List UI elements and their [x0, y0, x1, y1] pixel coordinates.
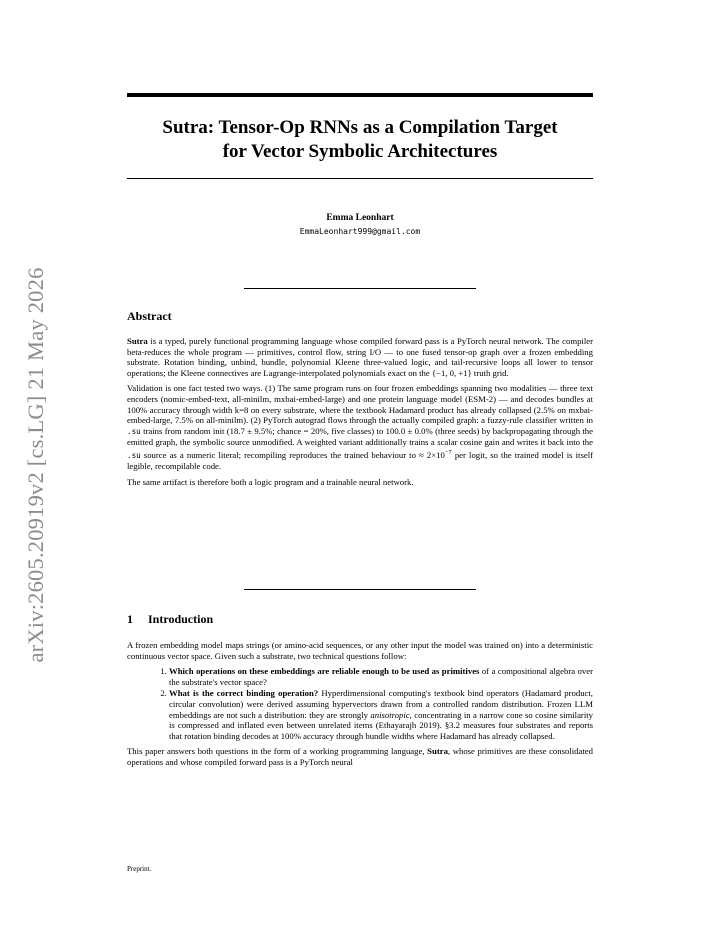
abstract-p1-text: is a typed, purely functional programming language whose compiled forward pass is a PyTorch neural network. The compiler beta-reduces the whole program — primitives, control flow, string I/O — to one fused tensor-op graph over a frozen embedding substrate. Rotation binding, unbind, bundle, polynomial Kleene three-valued logic, and tail-recursive loops all lower to tensor operations; the Kleene connectives are Lagrange-interpolated polynomials exact on the {−1, 0, +1} truth grid.	[127, 336, 593, 378]
intro-p2-text-b: , whose primitives are these consolidated operations and whose compiled forward pass is a PyTorch neural	[127, 746, 593, 767]
author-name: Emma Leonhart	[326, 213, 394, 223]
abstract-p2-text-c: source as a numeric literal; recompiling reproduces the trained behaviour to ≈ 2×10	[140, 449, 445, 460]
question-2-bold: What is the correct binding operation?	[169, 688, 319, 699]
intro-paragraph-1: A frozen embedding model maps strings (or amino-acid sequences, or any other input the model was trained on) into a deterministic continuous vector space. Given such a substrate, two technical questions follow:	[127, 640, 593, 661]
section-number: 1	[127, 612, 133, 626]
abstract-p2-text-b: trains from random init (18.7 ± 9.5%; chance = 20%, five classes) to 100.0 ± 0.0% (three seeds) by backpropagating through the emitted graph, the symbolic source unmodified. A weighted variant additionally trains a scalar cosine gain and writes it back into the	[127, 425, 593, 448]
intro-p2-text-a: This paper answers both questions in the form of a working programming language,	[127, 746, 428, 757]
question-2-text-b: , concentrating in a narrow cone so cosine similarity is compressed and inflated even between unrelated items (Ethayarajh 2019). §3.2 measures four substrates and reports that rotation binding decodes at 100% accuracy through bundle widths where Hadamard has already collapsed.	[169, 709, 593, 741]
abstract-p2-text-d: per logit, so the trained model is itself legible, recompilable code.	[127, 449, 594, 472]
abstract-paragraph-3: The same artifact is therefore both a logic program and a trainable neural network.	[127, 477, 414, 488]
title-line-2: for Vector Symbolic Architectures	[222, 141, 498, 162]
abstract-separator	[244, 589, 476, 590]
section-heading-introduction	[127, 612, 213, 627]
footer-preprint: Preprint.	[127, 865, 152, 873]
code-su-2: .su	[127, 450, 141, 460]
title-bottom-rule	[127, 178, 593, 179]
abstract-body	[127, 336, 593, 493]
arxiv-identifier: arXiv:2605.20919v2 [cs.LG] 21 May 2026	[23, 267, 48, 663]
author-email: EmmaLeonhart999@gmail.com	[299, 227, 421, 236]
intro-paragraph-2	[127, 746, 593, 767]
question-2-text-a: Hyperdimensional computing's textbook bind operators (Hadamard product, circular convolution) were derived assuming hypervectors drawn from a controlled random distribution. Frozen LLM embeddings are not such a distribution: they are strongly	[169, 688, 593, 720]
section-title: Introduction	[148, 612, 214, 626]
abstract-paragraph-1	[127, 336, 593, 378]
abstract-paragraph-2	[127, 383, 593, 472]
question-list	[127, 666, 593, 741]
sutra-name-intro: Sutra	[427, 746, 448, 757]
exponent: −7	[444, 448, 452, 456]
sutra-name: Sutra	[127, 336, 148, 346]
list-item	[169, 666, 593, 687]
question-1-bold: Which operations on these embeddings are reliable enough to be used as primitives	[169, 666, 480, 677]
title-line-1: Sutra: Tensor-Op RNNs as a Compilation Target	[162, 117, 558, 138]
paper-title	[127, 116, 593, 164]
author-separator	[244, 288, 476, 289]
anisotropic-term: anisotropic	[370, 709, 410, 720]
abstract-p2-text-a: Validation is one fact tested two ways. (1) The same program runs on four frozen embeddings spanning two modalities — three text encoders (nomic-embed-text, all-minilm, mxbai-embed-large) and one protein language model (ESM-2) — and decodes bundles at 100% accuracy through width k=8 on every substrate, where the textbook Hadamard product has already collapsed (2.5% on mxbai-embed-large, 7.5% on all-minilm). (2) PyTorch autograd flows through the actually compiled graph: a fuzzy-rule classifier written in	[127, 383, 593, 426]
introduction-body	[127, 640, 593, 773]
list-item	[169, 688, 593, 741]
title-top-rule	[127, 93, 593, 97]
code-su-1: .su	[127, 426, 141, 436]
abstract-heading: Abstract	[127, 309, 172, 323]
question-1-text: of a compositional algebra over the substrate's vector space?	[169, 666, 593, 687]
